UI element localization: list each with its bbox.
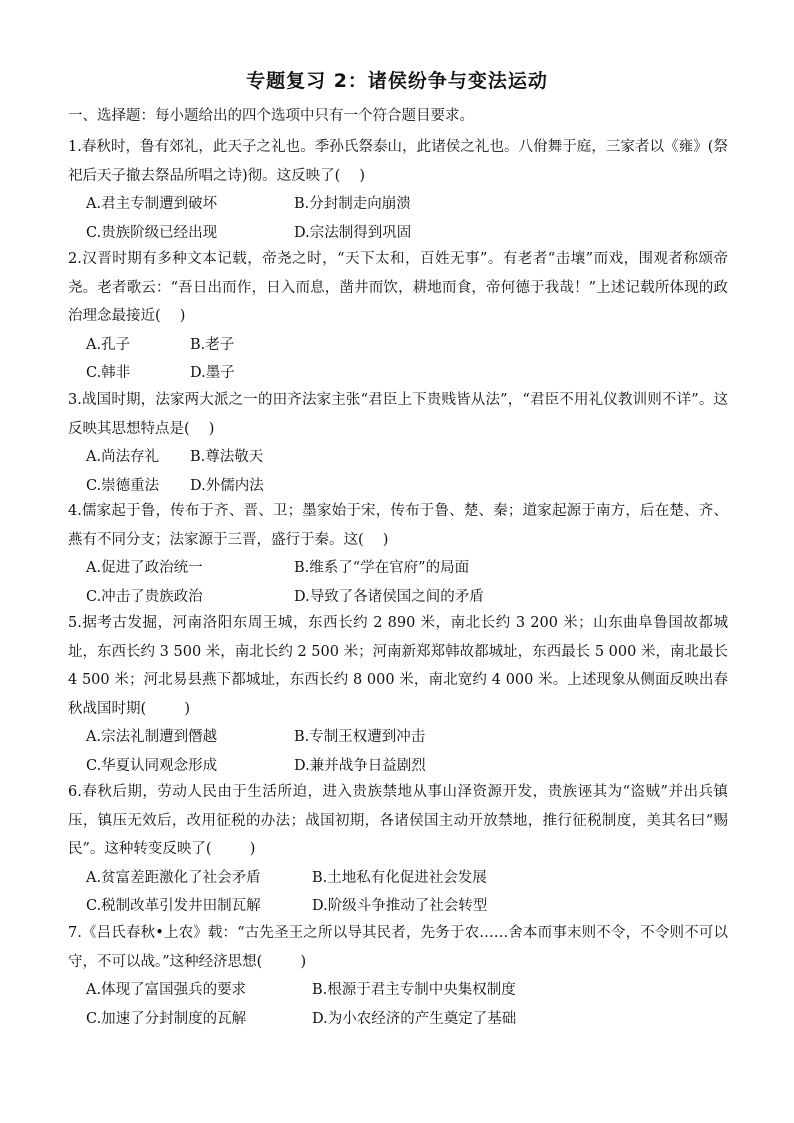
option-c: C.冲击了贵族政治 [86, 588, 203, 605]
option-d: D.阶级斗争推动了社会转型 [312, 898, 488, 914]
option-b: B.维系了“学在官府”的局面 [294, 560, 470, 576]
option-c: C.韩非 [86, 365, 131, 381]
option-d: D.为小农经济的产生奠定了基础 [312, 1010, 517, 1027]
option-d: D.导致了各诸侯国之间的矛盾 [294, 588, 484, 605]
option-row [68, 1005, 728, 1034]
page-title: 专题复习 2：诸侯纷争与变法运动 [246, 70, 548, 92]
option-c: C.华夏认同观念形成 [86, 757, 218, 774]
option-row [68, 219, 728, 248]
option-b: B.土地私有化促进社会发展 [312, 869, 487, 886]
question-7 [68, 919, 728, 1033]
option-a: A.促进了政治统一 [86, 560, 203, 576]
option-d: D.宗法制得到巩固 [294, 224, 412, 241]
option-a: A.孔子 [86, 336, 131, 353]
option-row [68, 472, 728, 501]
question-4 [68, 497, 728, 611]
option-b: B.老子 [190, 336, 235, 353]
option-row [68, 976, 728, 1005]
question-stem: 7.《吕氏春秋•上农》载：“古先圣王之所以导其民者，先务于农……舍本而事末则不令，不令则不可以守，不可以战。”这种经济思想( ) [68, 925, 728, 970]
option-row [68, 583, 728, 612]
option-row [68, 554, 728, 583]
question-5 [68, 609, 728, 780]
option-row [68, 723, 728, 752]
option-a: A.君主专制遭到破坏 [86, 196, 218, 212]
question-3 [68, 386, 728, 500]
option-row [68, 864, 728, 893]
option-d: D.外儒内法 [190, 477, 264, 494]
question-6 [68, 778, 728, 921]
option-d: D.墨子 [190, 365, 235, 381]
option-c: C.崇德重法 [86, 477, 160, 494]
option-c: C.贵族阶级已经出现 [86, 224, 218, 241]
option-d: D.兼并战争日益剧烈 [294, 757, 426, 774]
option-c: C.加速了分封制度的瓦解 [86, 1010, 247, 1027]
option-a: A.贫富差距激化了社会矛盾 [86, 869, 261, 886]
option-b: B.专制王权遭到冲击 [294, 729, 426, 745]
option-row [68, 359, 728, 388]
question-stem: 5.据考古发掘，河南洛阳东周王城，东西长约 2 890 米，南北长约 3 200 米；山东曲阜鲁国故都城址，东西长约 3 500 米，南北长约 2 500 米；河南新郑郑韩故都城址，东西最长 5 000 米，南北最长 4 500 米；河北易县燕下都城址，东西长约 8 000 米，南北宽约 4 000 米。上述现象从侧面反映出春秋战国时期( ) [68, 615, 728, 717]
option-c: C.税制改革引发井田制瓦解 [86, 898, 261, 914]
question-stem: 2.汉晋时期有多种文本记载，帝尧之时，“天下太和，百姓无事”。有老者“击壤”而戏，围观者称颂帝尧。老者歌云：“吾日出而作，日入而息，凿井而饮，耕地而食，帝何德于我哉！”上述记载所体现的政治理念最接近( ) [68, 251, 728, 324]
question-stem: 6.春秋后期，劳动人民由于生活所迫，进入贵族禁地从事山泽资源开发，贵族诬其为“盗贼”并出兵镇压，镇压无效后，改用征税的办法；战国初期，各诸侯国主动开放禁地，推行征税制度，美其名曰“赐民”。这种转变反映了( ) [68, 784, 728, 857]
option-b: B.尊法敬天 [190, 449, 264, 465]
question-2 [68, 245, 728, 388]
question-1 [68, 133, 728, 247]
section-heading: 一、选择题：每小题给出的四个选项中只有一个符合题目要求。 [68, 108, 474, 124]
option-row [68, 892, 728, 921]
option-a: A.体现了富国强兵的要求 [86, 982, 247, 998]
option-row [68, 443, 728, 472]
question-stem: 1.春秋时，鲁有郊礼，此天子之礼也。季孙氏祭泰山，此诸侯之礼也。八佾舞于庭，三家者以《雍》(祭祀后天子撤去祭品所唱之诗)彻。这反映了( ) [68, 139, 728, 184]
option-b: B.根源于君主专制中央集权制度 [312, 982, 516, 998]
option-b: B.分封制走向崩溃 [294, 196, 411, 212]
option-row [68, 331, 728, 360]
option-a: A.尚法存礼 [86, 449, 160, 465]
option-row [68, 190, 728, 219]
question-stem: 4.儒家起于鲁，传布于齐、晋、卫；墨家始于宋，传布于鲁、楚、秦；道家起源于南方，后在楚、齐、燕有不同分支；法家源于三晋，盛行于秦。这( ) [68, 503, 728, 548]
option-row [68, 752, 728, 781]
option-a: A.宗法礼制遭到僭越 [86, 729, 218, 745]
question-stem: 3.战国时期，法家两大派之一的田齐法家主张“君臣上下贵贱皆从法”，“君臣不用礼仪教训则不详”。这反映其思想特点是( ) [68, 392, 728, 437]
